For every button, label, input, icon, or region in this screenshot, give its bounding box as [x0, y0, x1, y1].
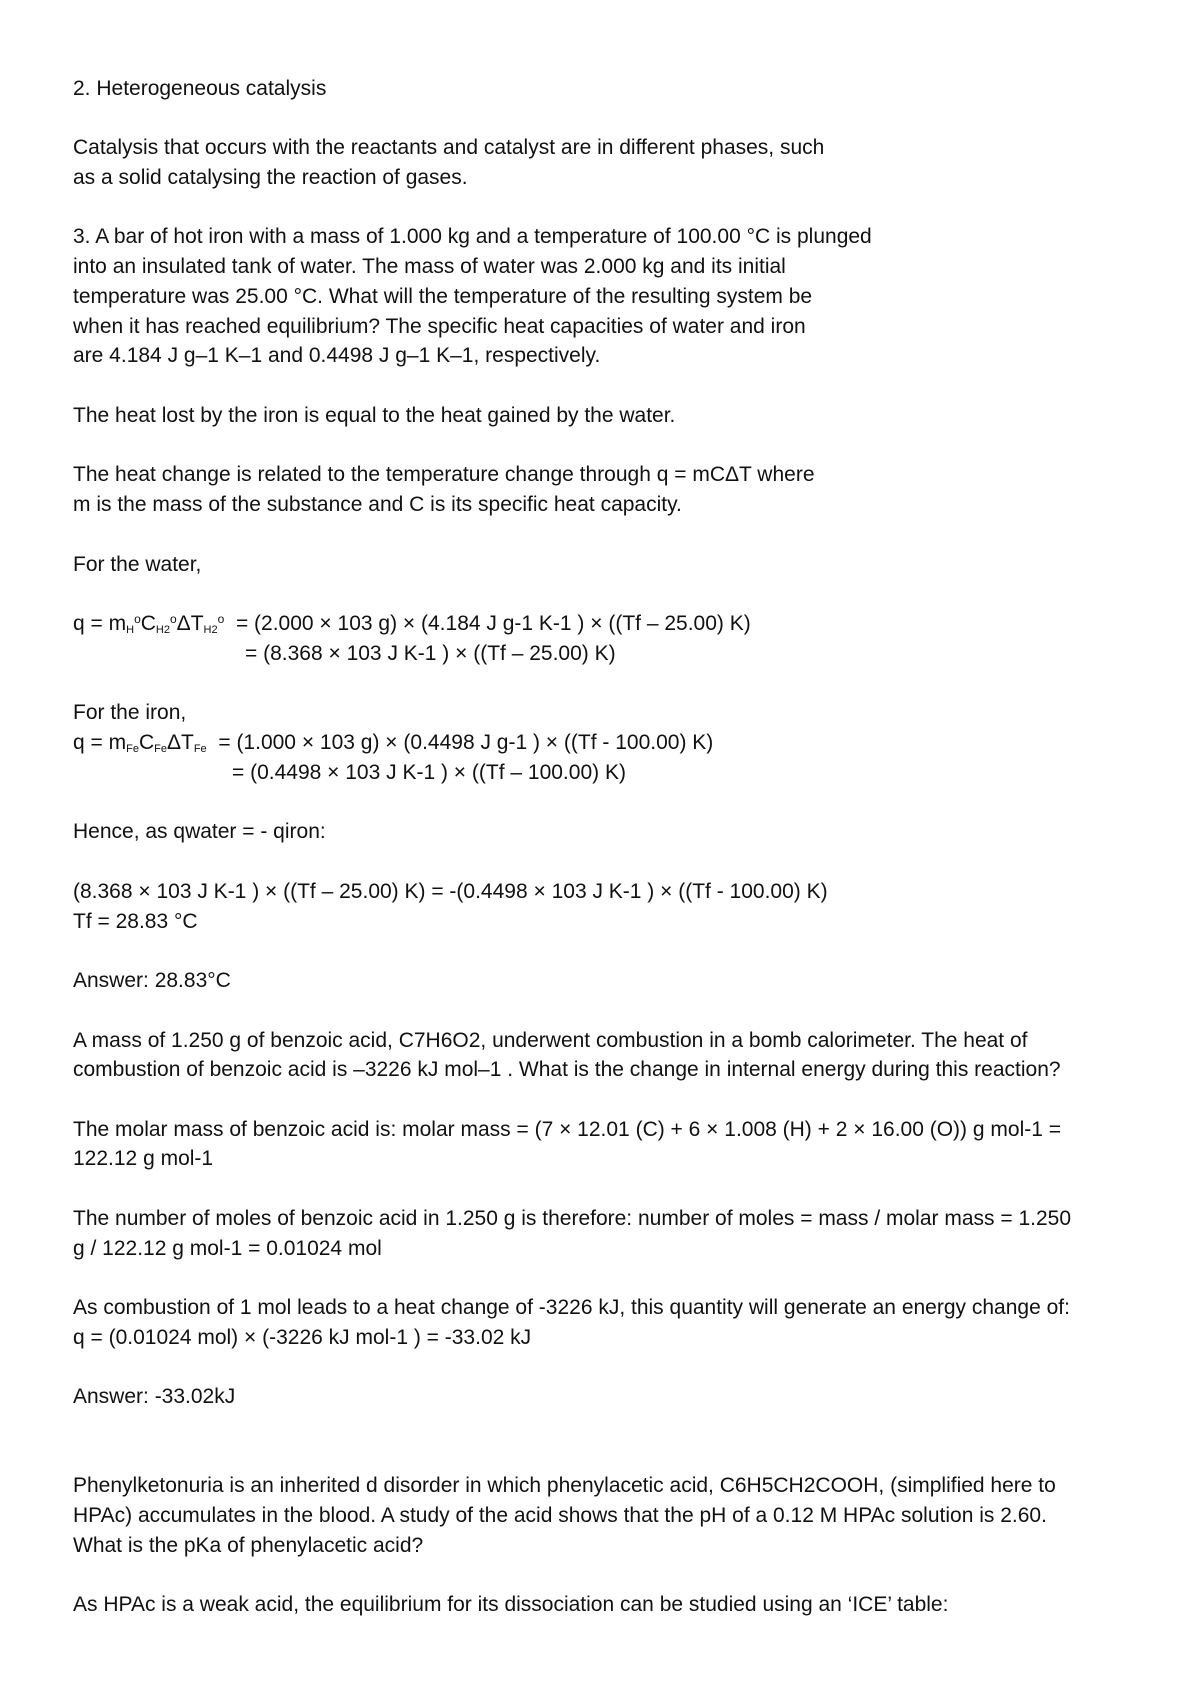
eq-text: C — [140, 612, 156, 635]
question-line: What is the pKa of phenylacetic acid? — [73, 1534, 424, 1557]
equation-line: = (0.4498 × 103 J K-1 ) × ((Tf – 100.00) K) — [232, 761, 626, 784]
paragraph-line: The number of moles of benzoic acid in 1.250 g is therefore: number of moles = mass / molar mass = 1.250 — [73, 1207, 1071, 1230]
eq-text: ΔT — [176, 612, 204, 635]
question-line: combustion of benzoic acid is –3226 kJ mol–1 . What is the change in internal energy during this reaction? — [73, 1058, 1061, 1081]
paragraph-line: m is the mass of the substance and C is its specific heat capacity. — [73, 493, 682, 516]
question-line: Phenylketonuria is an inherited d disorder in which phenylacetic acid, C6H5CH2COOH, (simplified here to — [73, 1474, 1056, 1497]
question-line: A mass of 1.250 g of benzoic acid, C7H6O2, underwent combustion in a bomb calorimeter. The heat of — [73, 1029, 1028, 1052]
section-heading: 2. Heterogeneous catalysis — [73, 77, 327, 100]
paragraph-line: As combustion of 1 mol leads to a heat change of -3226 kJ, this quantity will generate an energy change of: — [73, 1296, 1070, 1319]
question-line: 3. A bar of hot iron with a mass of 1.000 kg and a temperature of 100.00 °C is plunged — [73, 225, 872, 248]
result-line: Tf = 28.83 °C — [73, 910, 198, 933]
eq-subscript: H2 — [203, 624, 218, 636]
equation-line: (8.368 × 103 J K-1 ) × ((Tf – 25.00) K) = -(0.4498 × 103 J K-1 ) × ((Tf - 100.00) K) — [73, 880, 828, 903]
paragraph-line: For the water, — [73, 553, 202, 576]
eq-text: q = m — [73, 612, 127, 635]
paragraph-line: g / 122.12 g mol-1 = 0.01024 mol — [73, 1237, 382, 1260]
eq-subscript: H2 — [155, 624, 170, 636]
paragraph-line: As HPAc is a weak acid, the equilibrium for its dissociation can be studied using an ‘ICE’ table: — [73, 1593, 949, 1616]
eq-text: ΔT — [166, 731, 194, 754]
question-line: into an insulated tank of water. The mass of water was 2.000 kg and its initial — [73, 255, 786, 278]
eq-superscript: o — [169, 612, 177, 626]
question-line: when it has reached equilibrium? The specific heat capacities of water and iron — [73, 315, 806, 338]
equation-line: q = (0.01024 mol) × (-3226 kJ mol-1 ) = -33.02 kJ — [73, 1326, 532, 1349]
equation-line: = (8.368 × 103 J K-1 ) × ((Tf – 25.00) K) — [245, 642, 616, 665]
eq-subscript: Fe — [126, 743, 139, 755]
question-line: HPAc) accumulates in the blood. A study of the acid shows that the pH of a 0.12 M HPAc solution is 2.60. — [73, 1504, 1047, 1527]
paragraph-line: For the iron, — [73, 701, 187, 724]
paragraph-line: Catalysis that occurs with the reactants and catalyst are in different phases, such — [73, 136, 825, 159]
paragraph-line: as a solid catalysing the reaction of gases. — [73, 166, 468, 189]
eq-subscript: Fe — [193, 743, 207, 755]
eq-text: = (2.000 × 103 g) × (4.184 J g-1 K-1 ) × ((Tf – 25.00) K) — [224, 612, 751, 635]
equation-iron — [73, 729, 713, 757]
eq-text: q = m — [73, 731, 127, 754]
eq-superscript: o — [217, 612, 225, 626]
eq-text: C — [138, 731, 155, 754]
paragraph-line: The heat lost by the iron is equal to the heat gained by the water. — [73, 404, 676, 427]
eq-subscript: Fe — [154, 743, 167, 755]
answer-line: Answer: 28.83°C — [73, 969, 231, 992]
equation-water — [73, 610, 751, 638]
question-line: temperature was 25.00 °C. What will the temperature of the resulting system be — [73, 285, 813, 308]
question-line: are 4.184 J g–1 K–1 and 0.4498 J g–1 K–1, respectively. — [73, 344, 601, 367]
answer-line: Answer: -33.02kJ — [73, 1385, 236, 1408]
eq-subscript: H — [126, 624, 135, 636]
eq-superscript: o — [134, 612, 141, 626]
paragraph-line: The molar mass of benzoic acid is: molar mass = (7 × 12.01 (C) + 6 × 1.008 (H) + 2 × 16.00 (O)) g mol-1 = — [73, 1118, 1062, 1141]
eq-text: = (1.000 × 103 g) × (0.4498 J g-1 ) × ((Tf - 100.00) K) — [206, 731, 714, 754]
paragraph-line: Hence, as qwater = - qiron: — [73, 820, 326, 843]
paragraph-line: 122.12 g mol-1 — [73, 1147, 214, 1170]
paragraph-line: The heat change is related to the temperature change through q = mCΔT where — [73, 463, 815, 486]
